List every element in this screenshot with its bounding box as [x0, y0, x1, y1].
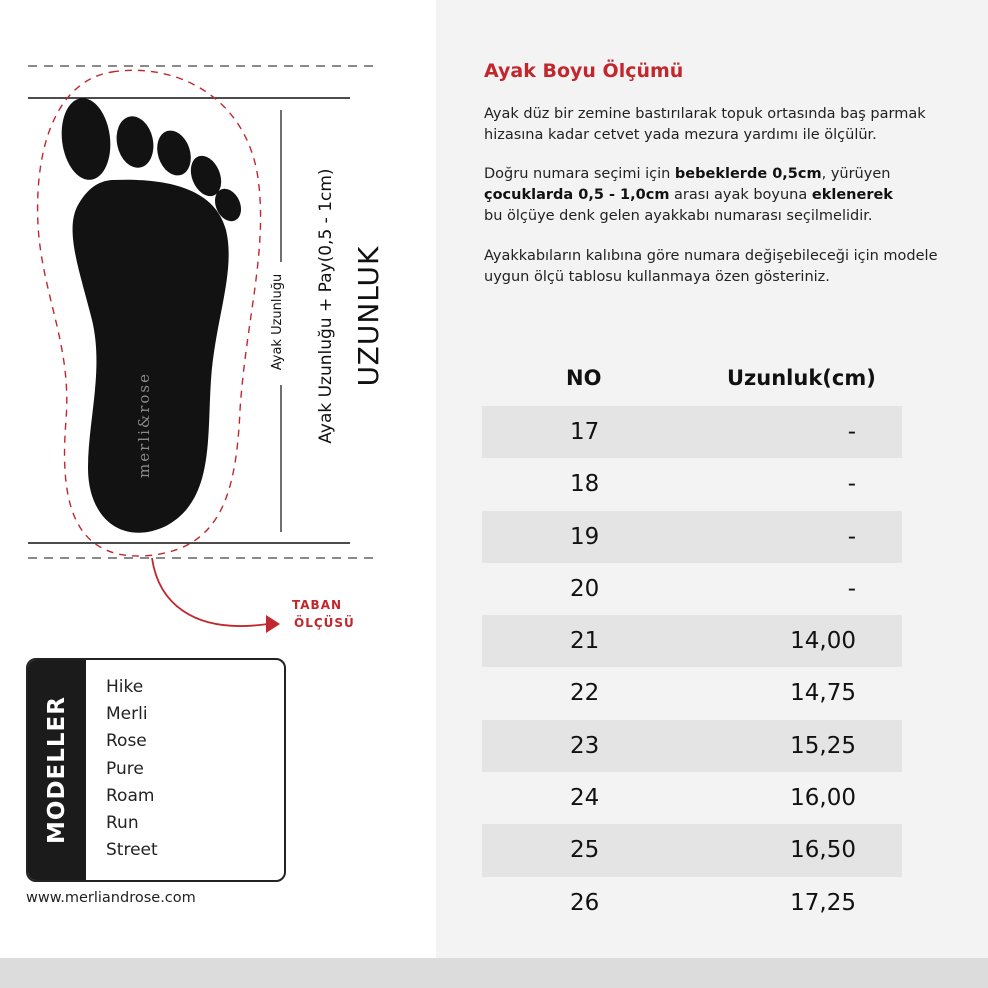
size-table [482, 406, 902, 929]
size-cell: 23 [570, 732, 600, 759]
size-cell: 21 [570, 628, 600, 655]
size-cell: 19 [570, 523, 600, 550]
tip-text-a: Doğru numara seçimi için [484, 166, 675, 182]
page-title: Ayak Boyu Ölçümü [484, 60, 684, 82]
table-row [482, 824, 902, 876]
table-row [482, 511, 902, 563]
mold-note: Ayakkabıların kalıbına göre numara değişebileceği için modele uygun ölçü tablosu kullanmaya özen gösteriniz. [484, 248, 938, 285]
sole-pointer-curve [152, 558, 268, 626]
length-cell: 14,00 [790, 628, 856, 655]
models-tab [28, 660, 86, 880]
tip-baby-margin: bebeklerde 0,5cm [674, 166, 822, 182]
table-row [482, 615, 902, 667]
length-cell: 16,50 [790, 837, 856, 864]
size-cell: 22 [570, 680, 600, 707]
length-cell: - [847, 523, 856, 550]
model-item: Hike [106, 677, 144, 697]
size-cell: 18 [570, 471, 600, 498]
sole-label-line1: TABAN [292, 598, 343, 612]
foot-diagram-panel [0, 0, 436, 958]
table-row [482, 772, 902, 824]
models-card [26, 658, 286, 882]
size-selection-tip [484, 164, 979, 227]
sole-label-line2: ÖLÇÜSÜ [294, 616, 355, 630]
third-toe [152, 126, 197, 180]
foot-length-label: Ayak Uzunluğu [270, 273, 285, 371]
model-item: Run [106, 813, 139, 834]
size-cell: 24 [570, 785, 600, 812]
website-url: www.merliandrose.com [26, 890, 196, 906]
model-item: Rose [106, 731, 147, 752]
length-cell: 17,25 [790, 889, 856, 916]
tip-text-g: bu ölçüye denk gelen ayakkabı numarası seçilmelidir. [484, 208, 873, 224]
size-cell: 17 [570, 419, 600, 445]
size-cell: 26 [570, 889, 600, 916]
tip-text-c: , yürüyen [821, 166, 891, 182]
sole-measurement-label [292, 596, 355, 632]
length-column-header: Uzunluk(cm) [727, 366, 876, 390]
length-cell: - [847, 471, 856, 498]
model-item: Roam [106, 785, 155, 806]
length-cell: 15,25 [790, 732, 856, 759]
table-row [482, 458, 902, 510]
table-row [482, 406, 902, 458]
second-toe [112, 113, 158, 171]
model-item: Street [106, 840, 158, 861]
bottom-strip [0, 958, 988, 988]
length-cell: - [847, 419, 856, 445]
table-row [482, 563, 902, 615]
models-title: MODELLER [44, 696, 70, 844]
model-item: Pure [106, 758, 144, 779]
arrow-head-icon [266, 615, 280, 633]
length-cell: 14,75 [790, 680, 856, 707]
brand-watermark: merli&rose [135, 372, 153, 478]
tip-added: eklenerek [811, 187, 893, 203]
length-title-label: UZUNLUK [352, 245, 385, 387]
length-cell: 16,00 [790, 785, 856, 812]
models-list [106, 674, 158, 864]
big-toe [57, 95, 115, 182]
foot-length-plus-margin-label: Ayak Uzunluğu + Pay(0,5 - 1cm) [316, 168, 336, 444]
size-cell: 20 [570, 575, 600, 602]
table-row [482, 720, 902, 772]
length-cell: - [847, 575, 856, 602]
size-cell: 25 [570, 837, 600, 864]
tip-text-e: arası ayak boyuna [669, 187, 812, 203]
table-row [482, 877, 902, 929]
table-row [482, 667, 902, 719]
model-item: Merli [106, 704, 148, 725]
measurement-instructions: Ayak düz bir zemine bastırılarak topuk ortasında baş parmak hizasına kadar cetvet yada mezura yardımı ile ölçülür. [484, 106, 926, 143]
size-column-header: NO [566, 366, 602, 390]
tip-child-margin: çocuklarda 0,5 - 1,0cm [484, 187, 670, 203]
